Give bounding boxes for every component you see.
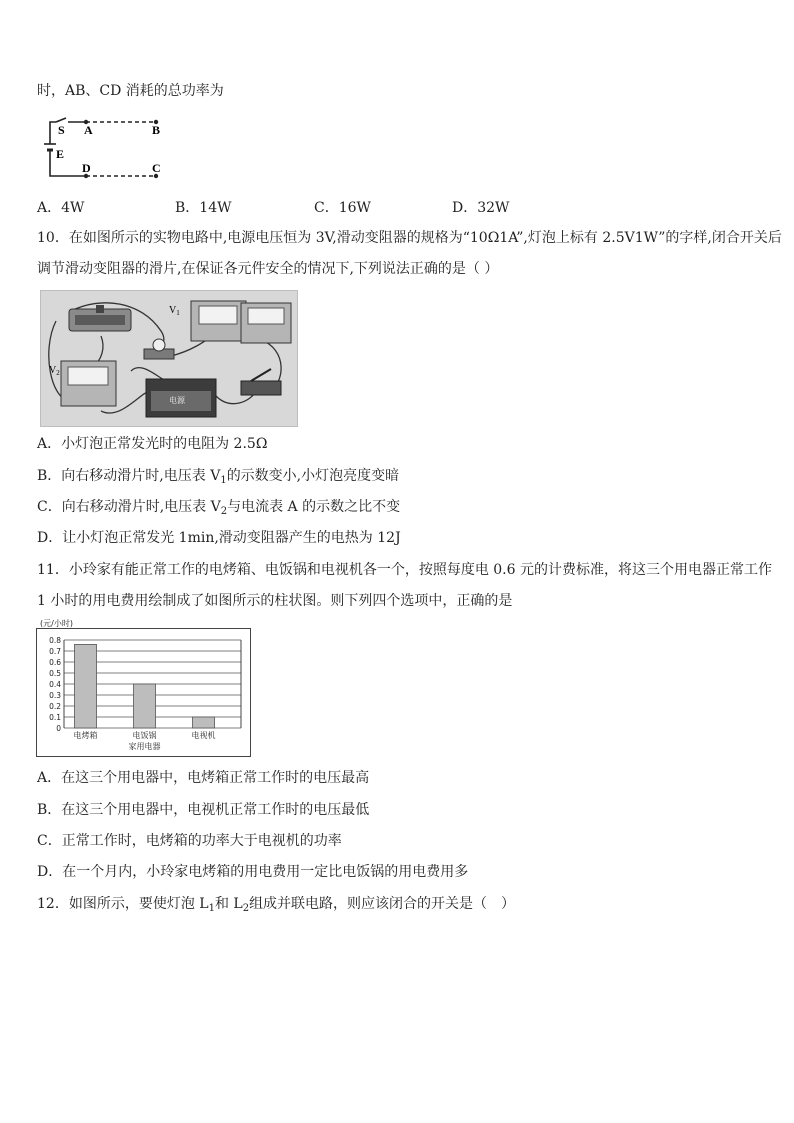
q9-circuit-diagram: [36, 114, 176, 184]
label-d: D: [82, 161, 91, 175]
q9-option-b: B．14W: [175, 200, 232, 216]
q9-option-c: C．16W: [314, 200, 371, 216]
chart-category-label: 电饭锅: [132, 731, 157, 740]
chart-bar: [193, 717, 215, 728]
q10-option-b: B．向右移动滑片时,电压表 $V_1$的示数变小,小灯泡亮度变暗: [37, 468, 400, 486]
chart-ytick-label: 0.6: [49, 658, 61, 667]
q12-line: 12．如图所示，要使灯泡 $L_1$和 $L_2$组成并联电路，则应该闭合的开关是（ ）: [37, 896, 516, 914]
q10-circuit-photo: [40, 290, 298, 427]
q9-option-d: D．32W: [452, 200, 510, 216]
label-e: E: [56, 147, 65, 161]
chart-ytick-label: 0.7: [49, 647, 61, 656]
label-a: A: [84, 123, 93, 137]
chart-category-label: 电烤箱: [73, 731, 98, 740]
q11-option-b: B．在这三个用电器中，电视机正常工作时的电压最低: [37, 802, 370, 818]
q10-line1: 10．在如图所示的实物电路中,电源电压恒为 3V,滑动变阻器的规格为“10Ω1A”,灯泡上标有 2.5V1W”的字样,闭合开关后: [37, 230, 782, 246]
chart-ytick-label: 0.2: [49, 702, 61, 711]
photo-v2-label: $V_2$: [49, 365, 60, 377]
chart-ylabel: (元/小时): [40, 619, 73, 628]
chart-ytick-label: 0.5: [49, 669, 61, 678]
photo-power-label: 电源: [169, 396, 185, 405]
photo-v1-label: $V_1$: [169, 305, 180, 317]
q11-line2: 1 小时的用电费用绘制成了如图所示的柱状图。则下列四个选项中，正确的是: [37, 593, 513, 609]
q10-option-d: D．让小灯泡正常发光 1min,滑动变阻器产生的电热为 12J: [37, 530, 401, 546]
chart-bar: [75, 644, 97, 728]
label-s: S: [58, 123, 65, 137]
q10-option-c: C．向右移动滑片时,电压表 $V_2$与电流表 A 的示数之比不变: [37, 499, 401, 517]
chart-ytick-label: 0.1: [49, 713, 61, 722]
chart-ytick-label: 0.3: [49, 691, 61, 700]
q9-options: [37, 197, 757, 217]
q10-option-a: A．小灯泡正常发光时的电阻为 2.5Ω: [37, 436, 268, 452]
q11-option-d: D．在一个月内，小玲家电烤箱的用电费用一定比电饭锅的用电费用多: [37, 864, 469, 880]
chart-ytick-label: 0.4: [49, 680, 61, 689]
label-b: B: [152, 123, 161, 137]
circuit-photo-drawing: [41, 291, 297, 426]
q10-line2: 调节滑动变阻器的滑片,在保证各元件安全的情况下,下列说法正确的是（ ）: [37, 261, 499, 277]
chart-ytick-label: 0.8: [49, 636, 61, 645]
q9-option-a: A．4W: [37, 200, 85, 216]
q9-tail: 时，AB、CD 消耗的总功率为: [37, 83, 224, 99]
chart-bar: [134, 684, 156, 728]
q11-line1: 11．小玲家有能正常工作的电烤箱、电饭锅和电视机各一个，按照每度电 0.6 元的计费标准，将这三个用电器正常工作: [37, 562, 772, 578]
chart-ytick-label: 0: [56, 724, 61, 733]
label-c: C: [152, 161, 161, 175]
q11-option-a: A．在这三个用电器中，电烤箱正常工作时的电压最高: [37, 770, 370, 786]
q11-bar-chart: [36, 618, 251, 758]
chart-xlabel: 家用电器: [128, 742, 161, 751]
q11-option-c: C．正常工作时，电烤箱的功率大于电视机的功率: [37, 833, 342, 849]
chart-category-label: 电视机: [191, 731, 216, 740]
